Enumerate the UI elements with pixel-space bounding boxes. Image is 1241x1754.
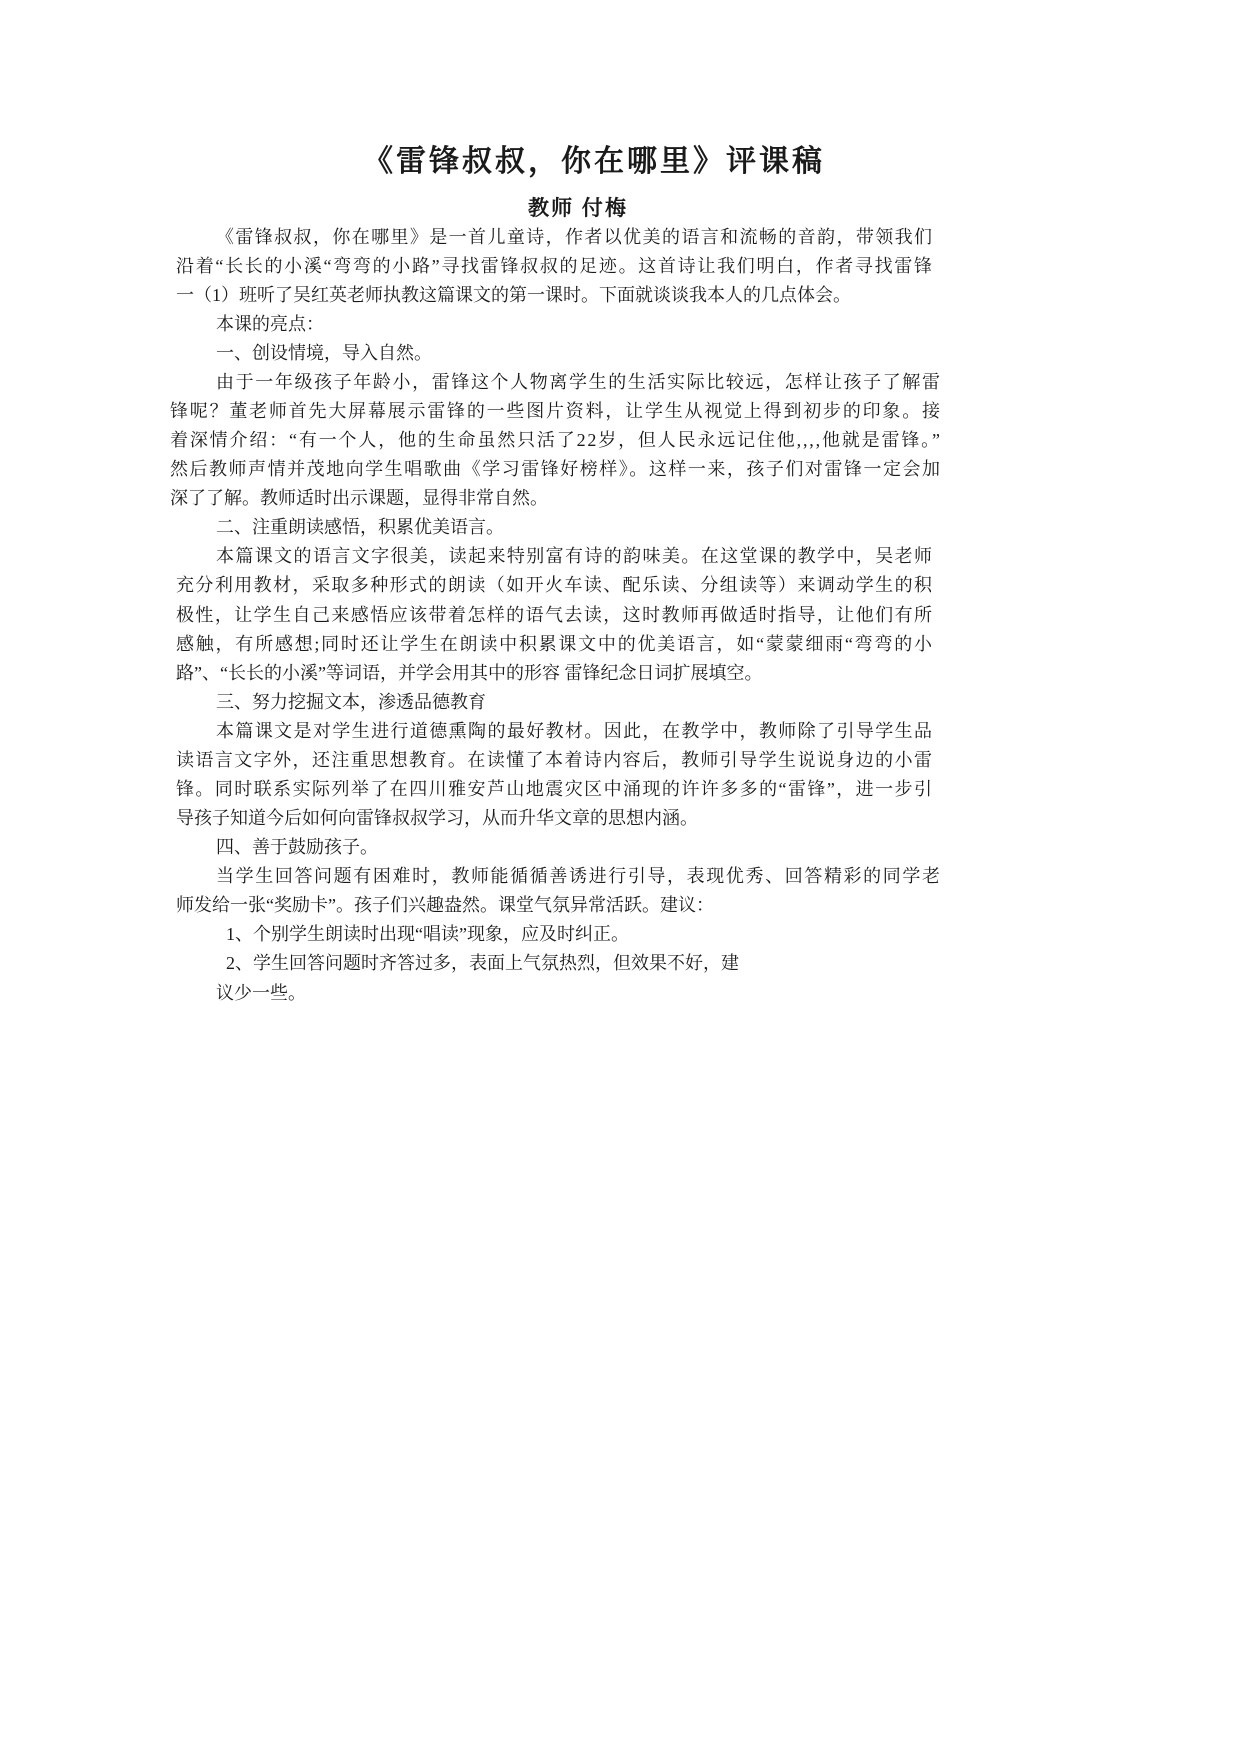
section-2-line: 极性，让学生自己来感悟应该带着怎样的语气去读，这时教师再做适时指导，让他们有所: [176, 604, 934, 625]
section-2-line: 充分利用教材，采取多种形式的朗读（如开火车读、配乐读、分组读等）来调动学生的积: [176, 575, 934, 596]
section-1-line: 然后教师声情并茂地向学生唱歌曲《学习雷锋好榜样》。这样一来，孩子们对雷锋一定会加: [170, 459, 942, 480]
section-2-line: 感触，有所感想;同时还让学生在朗读中积累课文中的优美语言，如“蒙蒙细雨“弯弯的小: [176, 633, 934, 654]
section-1-line: 着深情介绍：“有一个人，他的生命虽然只活了22岁，但人民永远记住他,,,,他就是雷锋。”: [170, 430, 942, 451]
section-heading: 一、创设情境，导入自然。: [216, 342, 432, 363]
section-1-line: 由于一年级孩子年龄小，雷锋这个人物离学生的生活实际比较远，怎样让孩子了解雷: [216, 371, 942, 392]
section-4-line: 当学生回答问题有困难时，教师能循循善诱进行引导，表现优秀、回答精彩的同学老: [216, 866, 942, 887]
document-title: 《雷锋叔叔，你在哪里》评课稿: [363, 145, 825, 178]
section-heading: 四、善于鼓励孩子。: [216, 837, 378, 858]
intro-line: 《雷锋叔叔，你在哪里》是一首儿童诗，作者以优美的语言和流畅的音韵，带领我们: [216, 226, 934, 247]
suggestion-item-continuation: 议少一些。: [216, 982, 306, 1003]
intro-line: 一（1）班听了吴红英老师执教这篇课文的第一课时。下面就谈谈我本人的几点体会。: [176, 284, 851, 305]
suggestion-item: 1、个别学生朗读时出现“唱读”现象，应及时纠正。: [226, 924, 629, 945]
section-3-line: 本篇课文是对学生进行道德熏陶的最好教材。因此，在教学中，教师除了引导学生品: [216, 720, 934, 741]
section-3-line: 导孩子知道今后如何向雷锋叔叔学习，从而升华文章的思想内涵。: [176, 808, 698, 829]
section-3-line: 锋。同时联系实际列举了在四川雅安芦山地震灾区中涌现的许许多多的“雷锋”，进一步引: [176, 778, 934, 799]
section-4-line: 师发给一张“奖励卡”。孩子们兴趣盎然。课堂气氛异常活跃。建议：: [176, 895, 714, 916]
section-2-line: 路”、“长长的小溪”等词语，并学会用其中的形容 雷锋纪念日词扩展填空。: [176, 662, 763, 683]
section-1-line: 锋呢？董老师首先大屏幕展示雷锋的一些图片资料，让学生从视觉上得到初步的印象。接: [170, 400, 942, 421]
section-2-line: 本篇课文的语言文字很美，读起来特别富有诗的韵味美。在这堂课的教学中，吴老师: [216, 546, 934, 567]
intro-line: 沿着“长长的小溪“弯弯的小路”寻找雷锋叔叔的足迹。这首诗让我们明白，作者寻找雷锋: [176, 255, 934, 276]
section-heading: 三、努力挖掘文本，渗透品德教育: [216, 691, 486, 712]
section-1-line: 深了了解。教师适时出示课题，显得非常自然。: [170, 488, 548, 509]
author-line: 教师 付梅: [528, 196, 629, 220]
document-body: [0, 223, 1241, 1008]
section-3-line: 读语言文字外，还注重思想教育。在读懂了本着诗内容后，教师引导学生说说身边的小雷: [176, 749, 934, 770]
section-heading: 二、注重朗读感悟，积累优美语言。: [216, 517, 504, 538]
highlights-label: 本课的亮点：: [216, 313, 324, 334]
suggestion-item: 2、学生回答问题时齐答过多，表面上气氛热烈，但效果不好，建: [226, 953, 739, 974]
